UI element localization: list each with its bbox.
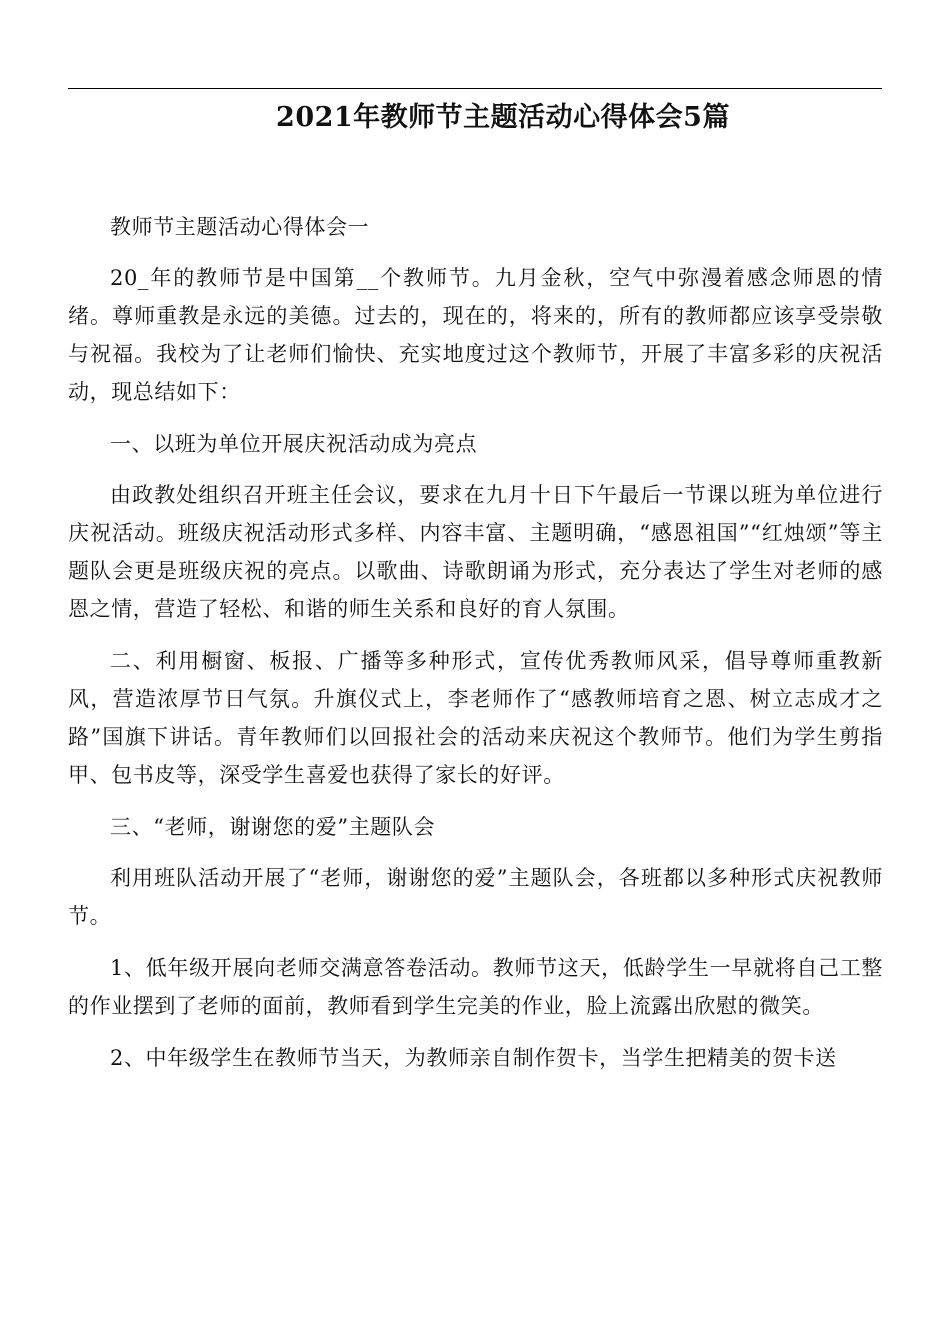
- section-heading-class-activities: 一、以班为单位开展庆祝活动成为亮点: [110, 432, 478, 456]
- document-body: [68, 208, 883, 1091]
- section-heading-team-meeting: 三、“老师，谢谢您的爱”主题队会: [110, 815, 436, 839]
- paragraph-intro: 20_年的教师节是中国第__个教师节。九月金秋，空气中弥漫着感念师恩的情绪。尊师重教是永远的美德。过去的，现在的，将来的，所有的教师都应该享受崇敬与祝福。我校为了让老师们愉快、充实地度过这个教师节，开展了丰富多彩的庆祝活动，现总结如下：: [68, 266, 883, 404]
- paragraph-class-activities: 由政教处组织召开班主任会议，要求在九月十日下午最后一节课以班为单位进行庆祝活动。班级庆祝活动形式多样、内容丰富、主题明确，“感恩祖国”“红烛颂”等主题队会更是班级庆祝的亮点。以歌曲、诗歌朗诵为形式，充分表达了学生对老师的感恩之情，营造了轻松、和谐的师生关系和良好的育人氛围。: [68, 483, 883, 621]
- header-rule: [68, 88, 882, 89]
- document-title: 2021年教师节主题活动心得体会5篇: [276, 102, 730, 133]
- section-heading-1: 教师节主题活动心得体会一: [110, 215, 370, 239]
- paragraph-lower-grades: 1、低年级开展向老师交满意答卷活动。教师节这天，低龄学生一早就将自己工整的作业摆到了老师的面前，教师看到学生完美的作业，脸上流露出欣慰的微笑。: [68, 956, 883, 1018]
- paragraph-publicity: 二、利用橱窗、板报、广播等多种形式，宣传优秀教师风采，倡导尊师重教新风，营造浓厚节日气氛。升旗仪式上，李老师作了“感教师培育之恩、树立志成才之路”国旗下讲话。青年教师们以回报社会的活动来庆祝这个教师节。他们为学生剪指甲、包书皮等，深受学生喜爱也获得了家长的好评。: [68, 649, 883, 787]
- paragraph-team-meeting: 利用班队活动开展了“老师，谢谢您的爱”主题队会，各班都以多种形式庆祝教师节。: [68, 866, 883, 928]
- paragraph-middle-grades: 2、中年级学生在教师节当天，为教师亲自制作贺卡，当学生把精美的贺卡送: [110, 1046, 837, 1070]
